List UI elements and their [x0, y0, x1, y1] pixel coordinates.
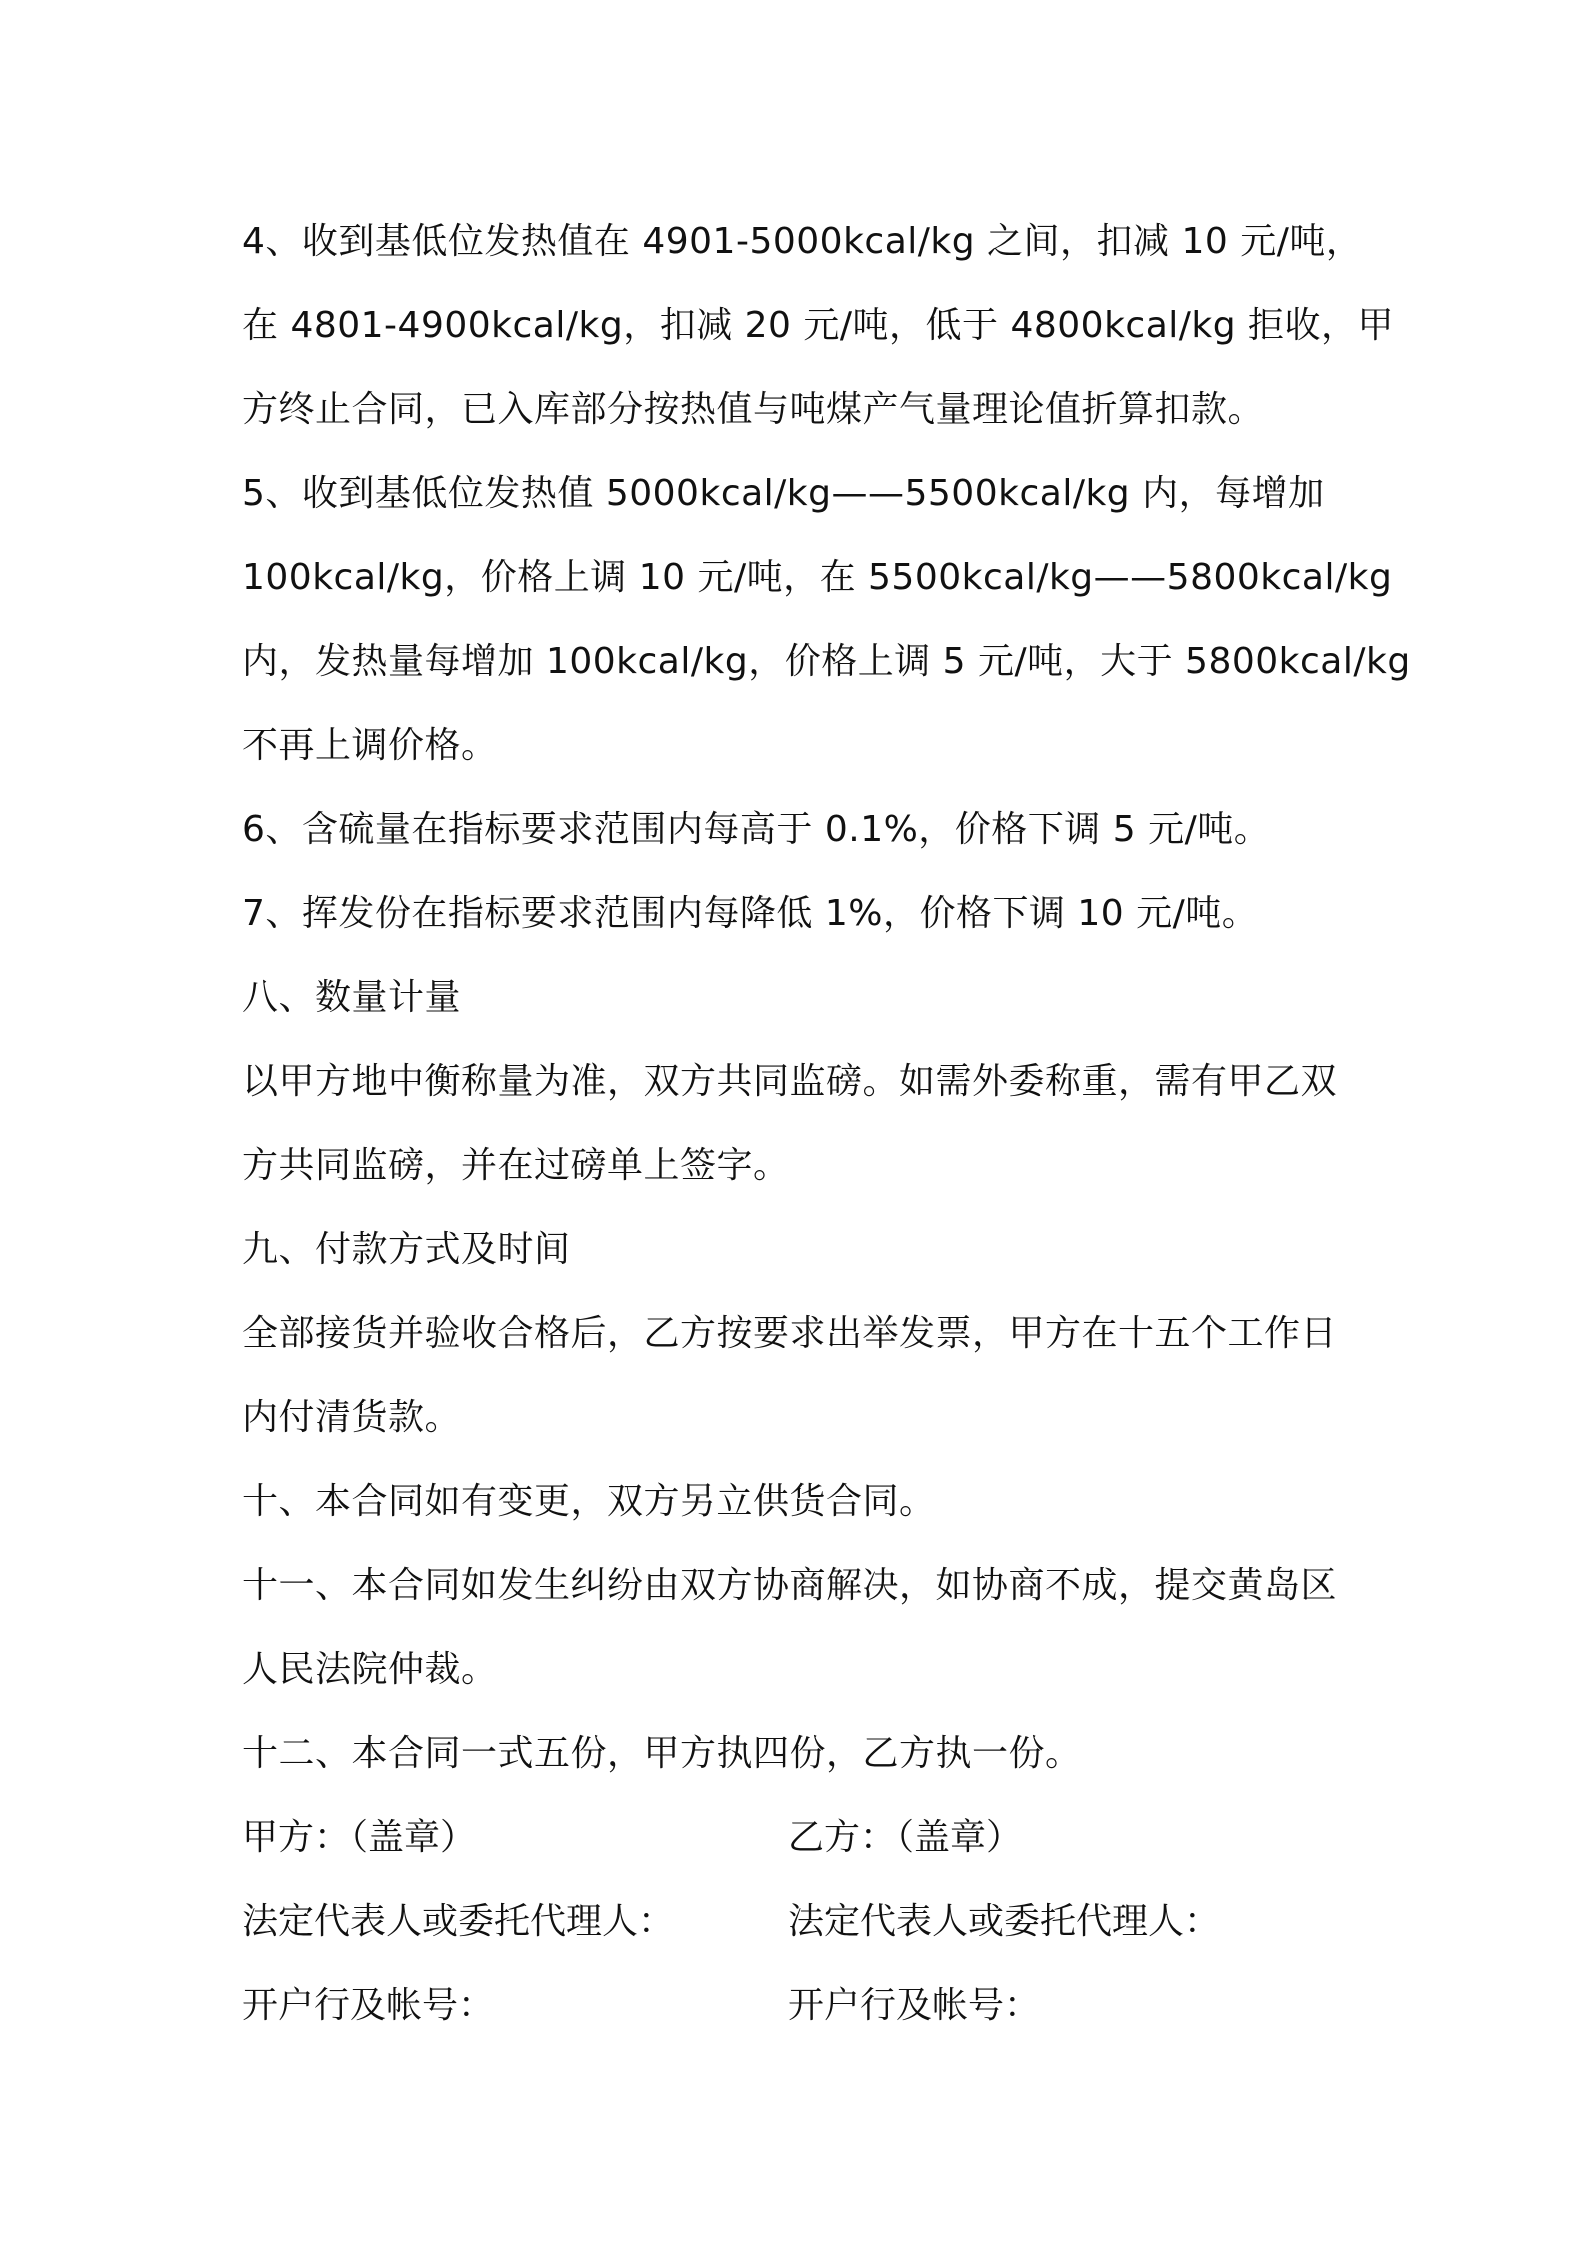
signature-representative-row: [242, 1880, 1362, 1964]
clause-4-line-2: 在 4801-4900kcal/kg，扣减 20 元/吨，低于 4800kcal/kg 拒收，甲: [242, 305, 1395, 346]
clause-5-line-2: 100kcal/kg，价格上调 10 元/吨，在 5500kcal/kg——5800kcal/kg: [242, 557, 1393, 598]
section-heading-quantity: 八、数量计量: [242, 977, 462, 1018]
section-heading-payment: 九、付款方式及时间: [242, 1229, 571, 1270]
clause-11-line-2: 人民法院仲裁。: [242, 1649, 498, 1690]
signature-bank-row: [242, 1964, 1362, 2048]
party-b-representative: 法定代表人或委托代理人：: [788, 1901, 1221, 1942]
party-b-bank: 开户行及帐号：: [788, 1985, 1041, 2026]
clause-4-line-3: 方终止合同，已入库部分按热值与吨煤产气量理论值折算扣款。: [242, 389, 1265, 430]
party-a-seal: 甲方：（盖章）: [242, 1817, 477, 1858]
clause-5-line-1: 5、收到基低位发热值 5000kcal/kg——5500kcal/kg 内，每增加: [242, 473, 1325, 514]
party-a-representative: 法定代表人或委托代理人：: [242, 1901, 675, 1942]
party-b-seal: 乙方：（盖章）: [788, 1817, 1023, 1858]
clause-4-line-1: 4、收到基低位发热值在 4901-5000kcal/kg 之间，扣减 10 元/吨，: [242, 221, 1363, 262]
signature-seal-row: [242, 1796, 1362, 1880]
clause-10: 十、本合同如有变更，双方另立供货合同。: [242, 1481, 936, 1522]
clause-12: 十二、本合同一式五份，甲方执四份，乙方执一份。: [242, 1733, 1082, 1774]
payment-text-line-1: 全部接货并验收合格后，乙方按要求出举发票，甲方在十五个工作日: [242, 1313, 1338, 1354]
clause-11-line-1: 十一、本合同如发生纠纷由双方协商解决，如协商不成，提交黄岛区: [242, 1565, 1338, 1606]
payment-text-line-2: 内付清货款。: [242, 1397, 462, 1438]
clause-7: 7、挥发份在指标要求范围内每降低 1%，价格下调 10 元/吨。: [242, 893, 1259, 934]
quantity-text-line-2: 方共同监磅，并在过磅单上签字。: [242, 1145, 790, 1186]
clause-5-line-4: 不再上调价格。: [242, 725, 498, 766]
clause-5-line-3: 内，发热量每增加 100kcal/kg，价格上调 5 元/吨，大于 5800kcal/kg: [242, 641, 1411, 682]
quantity-text-line-1: 以甲方地中衡称量为准，双方共同监磅。如需外委称重，需有甲乙双: [242, 1061, 1338, 1102]
contract-body: [242, 200, 1411, 2048]
clause-6: 6、含硫量在指标要求范围内每高于 0.1%，价格下调 5 元/吨。: [242, 809, 1271, 850]
party-a-bank: 开户行及帐号：: [242, 1985, 495, 2026]
